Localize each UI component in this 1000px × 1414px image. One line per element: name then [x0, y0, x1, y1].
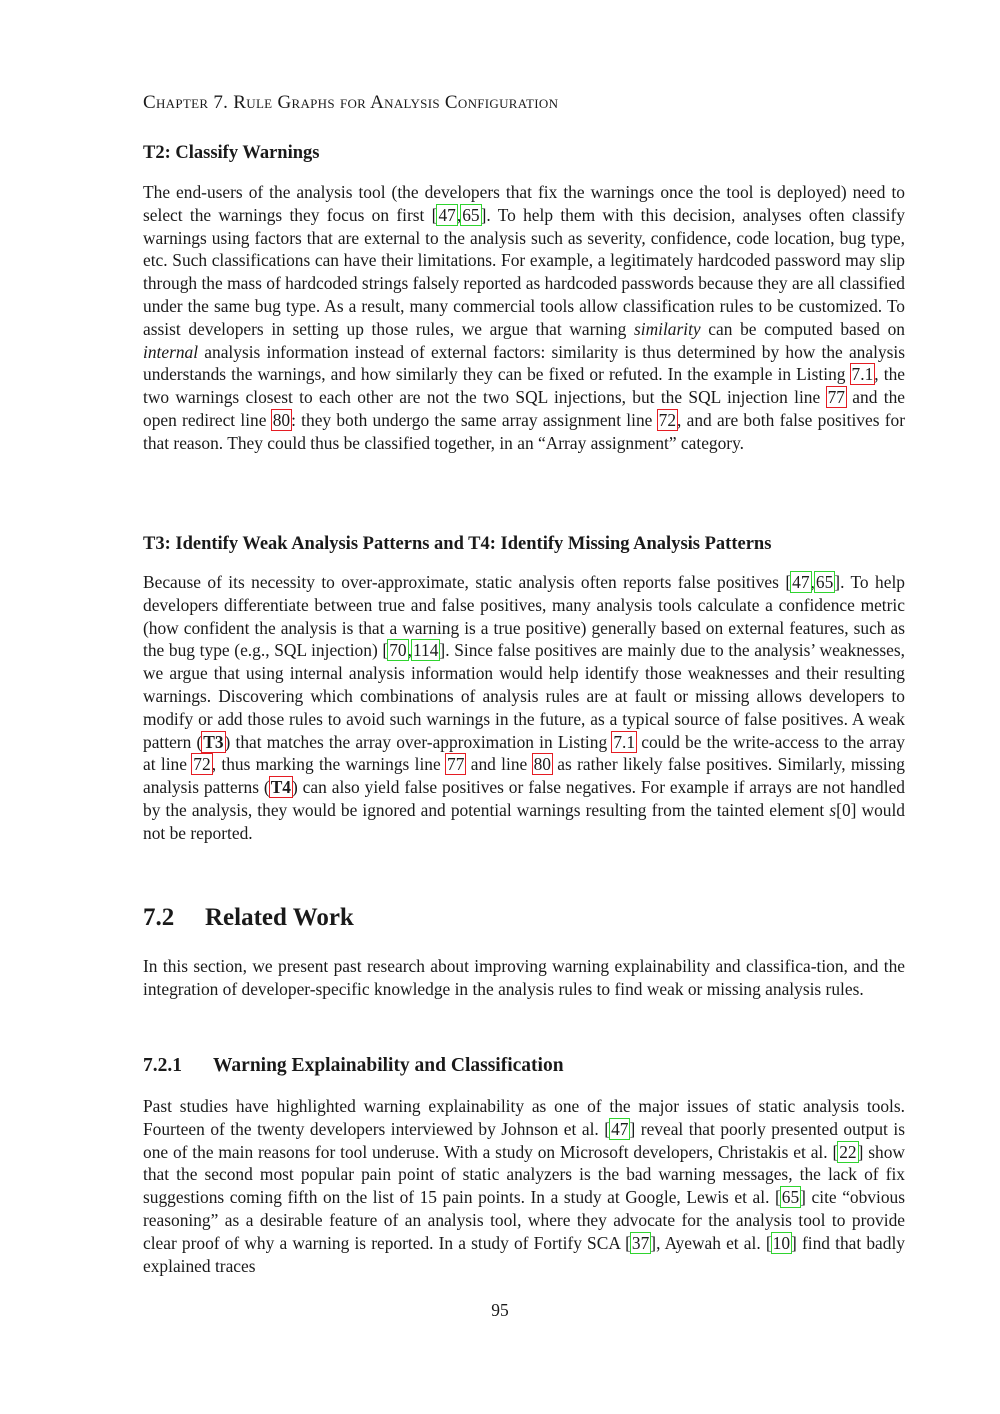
- text-run: , the two warnings closest to each other are not the two SQL injections, but the SQL injection line: [143, 364, 905, 408]
- text-run: Past studies have highlighted warning explainability as one of the major issues of static analysis tools. Fourteen of the twenty developers interviewed by Johnson et al.: [143, 1096, 905, 1139]
- text-run: ) can also yield false positives or false negatives. For example if arrays are not handled by the analysis, they would be ignored and potential warnings resulting from the tainted element: [143, 777, 905, 820]
- text-run: show that the second most popular pain point of static analyzers is the bad warning messages, the lack of fix suggestions coming fifth on the list of 15 pain points. In a study at Google, Lewis et al.: [143, 1141, 905, 1208]
- text-run: . To help them with this decision, analyses often classify warnings using factors that are external to the analysis such as severity, confidence, code location, bug type, etc. Such classifications can have their limitations. For example, a legitimately hardcoded password may slip through the mass of hardcoded strings falsely reported as hardcoded passwords because they are all classified under the same bug type. As a result, many commercial tools allow classification rules to be customized. To assist developers in setting up those rules, we argue that warning: [143, 204, 905, 339]
- text-run: find that badly explained traces: [143, 1232, 905, 1276]
- subsection-title-text: Warning Explainability and Classification: [213, 1055, 564, 1076]
- text-run: and the open redirect line: [143, 387, 905, 430]
- citation-link[interactable]: 65: [462, 204, 480, 225]
- task-link[interactable]: T3: [203, 731, 224, 752]
- text-run: The end-users of the analysis tool (the developers that fix the warnings once the tool is deployed) need to select the warnings they focus on first: [143, 182, 905, 225]
- text-run: . Since false positives are mainly due to the analysis’ weaknesses, we argue that using internal analysis information would help identify those weaknesses and their resulting warnings. Discovering which combinations of analysis rules are at fault or missing allows developers to modify or add those rules to avoid such warnings in the future, as a typical source of false positives. A weak pattern (: [143, 640, 905, 752]
- t3-subsection: [143, 534, 905, 555]
- t3-paragraph-block: [143, 571, 905, 845]
- text-run: analysis information instead of external factors: similarity is thus determined by how the analysis understands the warnings, and how similarly they can be fixed or refuted. In the example in Listing: [143, 341, 905, 385]
- section-7-2: [143, 904, 905, 932]
- t3-paragraph: Because of its necessity to over-approximate, static analysis often reports false positives [47,65]. To help developers differentiate between true and false positives, many analysis tools calculate a confidence metric (how confident the analysis is that a warning is a true positive) generally based on external features, such as the bug type (e.g., SQL injection) [70,114]. Since false positives are mainly due to the analysis’ weaknesses, we argue that using internal analysis information would help identify those weaknesses and their resulting warnings. Discovering which combinations of analysis rules are at fault or missing allows developers to modify or add those rules to avoid such warnings in the future, as a typical source of false positives. A weak pattern (T3) that matches the array over-approximation in Listing 7.1 could be the write-access to the array at line 72, thus marking the warnings line 77 and line 80 as rather likely false positives. Similarly, missing analysis patterns (T4) can also yield false positives or false negatives. For example if arrays are not handled by the analysis, they would be ignored and potential warnings resulting from the tainted element s[0] would not be reported.: [143, 572, 906, 843]
- section-7-2-1: [143, 1055, 905, 1077]
- emphasis: similarity: [633, 318, 701, 339]
- text-run: reveal that poorly presented output is one of the main reasons for tool underuse. With a study on Microsoft developers, Christakis et al.: [143, 1118, 905, 1162]
- line-link[interactable]: 80: [272, 409, 291, 430]
- listing-link[interactable]: 7.1: [613, 731, 636, 752]
- text-run: : they both undergo the same array assignment line: [291, 409, 658, 430]
- page-number: 95: [491, 1300, 509, 1320]
- subsection-title: [143, 1055, 905, 1077]
- line-link[interactable]: 72: [193, 754, 211, 775]
- text-run: cite “obvious reasoning” as a desirable feature of an analysis tool, where they advocate for the analysis tool to provide clear proof of why a warning is reported. In a study of Fortify SCA: [143, 1187, 905, 1253]
- t2-subsection: [143, 143, 905, 164]
- line-link[interactable]: 77: [447, 754, 465, 775]
- text-run: ) that matches the array over-approximation in Listing: [224, 731, 613, 752]
- text-run: and line: [465, 754, 533, 775]
- line-link[interactable]: 80: [533, 754, 551, 775]
- section-number: 7.2: [143, 904, 175, 931]
- text-run: as rather likely false positives. Similarly, missing analysis patterns (: [143, 754, 905, 798]
- citation-link[interactable]: 65: [781, 1187, 800, 1208]
- text-run: , and are both false positives for that reason. They could thus be classified together, in an “Array assignment” category.: [143, 409, 905, 453]
- section-7-2-paragraph-block: [143, 955, 905, 1001]
- text-run: Because of its necessity to over-approximate, static analysis often reports false positives: [143, 572, 786, 592]
- listing-link[interactable]: 7.1: [851, 364, 874, 385]
- citation-link[interactable]: 70: [389, 640, 407, 661]
- running-header: Chapter 7. Rule Graphs for Analysis Configuration: [143, 92, 559, 113]
- citation-link[interactable]: 65: [815, 572, 834, 592]
- line-link[interactable]: 77: [827, 387, 845, 408]
- citation-link[interactable]: 22: [839, 1141, 857, 1162]
- citation-link[interactable]: 10: [772, 1232, 791, 1253]
- text-run: [0] would not be reported.: [143, 799, 906, 843]
- citation-link[interactable]: 47: [792, 572, 810, 592]
- section-7-2-1-paragraph-block: [143, 1095, 905, 1277]
- citation-link[interactable]: 37: [631, 1232, 650, 1253]
- citation-link[interactable]: 47: [438, 204, 456, 225]
- line-link[interactable]: 72: [658, 409, 677, 430]
- section-title-text: Related Work: [205, 904, 354, 931]
- text-run: can be computed based on: [700, 318, 905, 339]
- task-link[interactable]: T4: [270, 777, 291, 798]
- t3-heading: T3: Identify Weak Analysis Patterns and T4: Identify Missing Analysis Patterns: [143, 534, 772, 554]
- t2-paragraph: The end-users of the analysis tool (the developers that fix the warnings once the tool is deployed) need to select the warnings they focus on first [47,65]. To help them with this decision, analyses often classify warnings using factors that are external to the analysis such as severity, confidence, code location, bug type, etc. Such classifications can have their limitations. For example, a legitimately hardcoded password may slip through the mass of hardcoded strings falsely reported as hardcoded passwords because they are all classified under the same bug type. As a result, many commercial tools allow classification rules to be customized. To assist developers in setting up those rules, we argue that warning similarity can be computed based on internal analysis information instead of external factors: similarity is thus determined by how the analysis understands the warnings, and how similarly they can be fixed or refuted. In the example in Listing 7.1, the two warnings closest to each other are not the two SQL injections, but the SQL injection line 77 and the open redirect line 80: they both undergo the same array assignment line 72, and are both false positives for that reason. They could thus be classified together, in an “Array assignment” category.: [143, 182, 905, 453]
- subsection-number: 7.2.1: [143, 1055, 182, 1076]
- section-7-2-1-paragraph: Past studies have highlighted warning explainability as one of the major issues of static analysis tools. Fourteen of the twenty developers interviewed by Johnson et al. [47] reveal that poorly presented output is one of the main reasons for tool underuse. With a study on Microsoft developers, Christakis et al. [22] show that the second most popular pain point of static analyzers is the bad warning messages, the lack of fix suggestions coming fifth on the list of 15 pain points. In a study at Google, Lewis et al. [65] cite “obvious reasoning” as a desirable feature of an analysis tool, where they advocate for the analysis tool to provide clear proof of why a warning is reported. In a study of Fortify SCA [37], Ayewah et al. [10] find that badly explained traces: [143, 1096, 905, 1276]
- text-run: , thus marking the warnings line: [211, 754, 447, 775]
- emphasis: s: [829, 799, 837, 820]
- citation-link[interactable]: 114: [412, 640, 439, 661]
- t2-paragraph-block: [143, 181, 905, 455]
- text-run: . To help developers differentiate between true and false positives, many analysis tools calculate a confidence metric (how confident the analysis is that a warning is a true positive) generally based on external features, such as the bug type (e.g., SQL injection): [143, 572, 906, 661]
- text-run: could be the write-access to the array at line: [143, 731, 905, 775]
- t2-heading: T2: Classify Warnings: [143, 143, 320, 163]
- section-title: [143, 904, 905, 932]
- citation-link[interactable]: 47: [611, 1118, 629, 1139]
- section-7-2-paragraph: In this section, we present past research about improving warning explainability and classifica-tion, and the integration of developer-specific knowledge in the analysis rules to find weak or missing analysis rules.: [143, 956, 905, 999]
- emphasis: internal: [143, 341, 199, 362]
- text-run: , Ayewah et al.: [656, 1232, 766, 1253]
